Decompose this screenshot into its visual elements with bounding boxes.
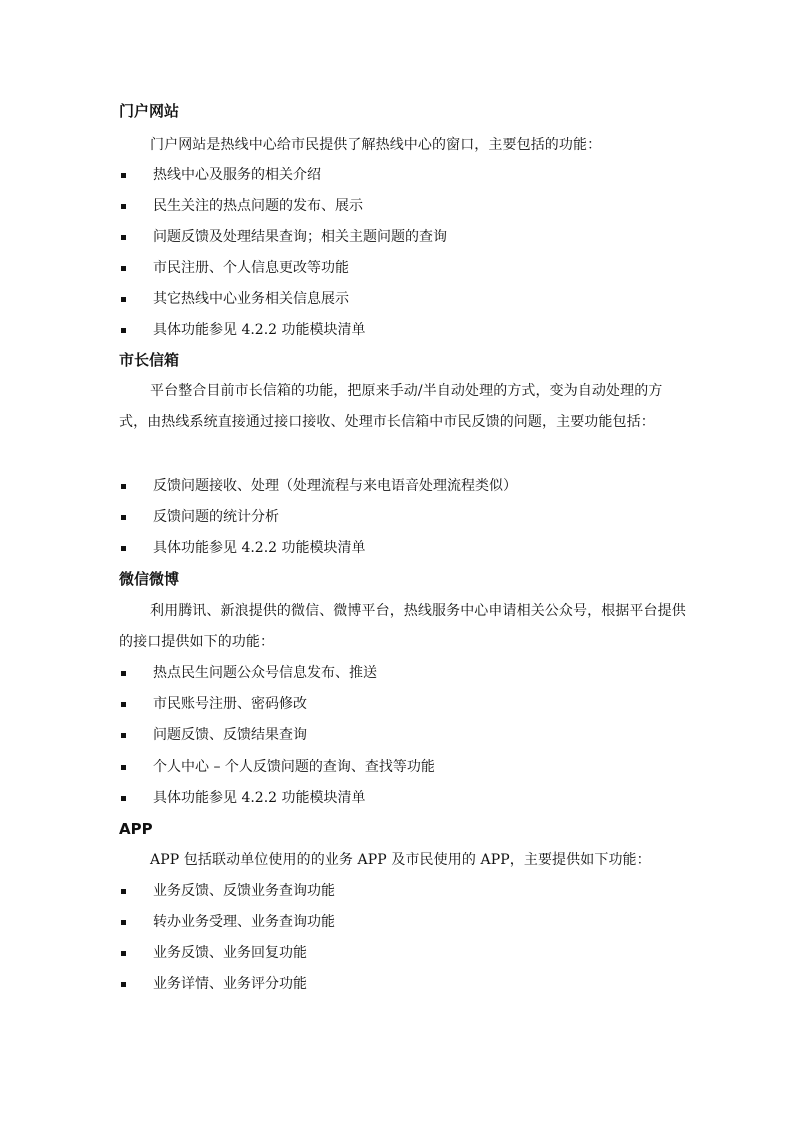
bullet-square-icon <box>121 266 126 271</box>
section-heading-app: APP <box>119 820 153 838</box>
bullet-square-icon <box>121 297 126 302</box>
list-item-text: 市民账号注册、密码修改 <box>153 696 307 712</box>
list-item <box>119 787 366 809</box>
section-heading-mayor-mailbox: 市长信箱 <box>119 351 180 369</box>
list-item <box>119 226 447 248</box>
bullet-square-icon <box>121 484 126 489</box>
list-item-text: 具体功能参见 4.2.2 功能模块清单 <box>153 790 366 806</box>
list-item-text: 具体功能参见 4.2.2 功能模块清单 <box>153 322 366 338</box>
list-item <box>119 537 366 559</box>
section-paragraph-wechat-weibo: 利用腾讯、新浪提供的微信、微博平台，热线服务中心申请相关公众号，根据平台提供的接口提供如下的功能： <box>119 603 686 650</box>
list-item-text: 业务反馈、业务回复功能 <box>153 945 307 961</box>
list-item-text: 转办业务受理、业务查询功能 <box>153 914 335 930</box>
bullet-square-icon <box>121 982 126 987</box>
bullet-square-icon <box>121 733 126 738</box>
list-item-text: 具体功能参见 4.2.2 功能模块清单 <box>153 540 366 556</box>
list-item <box>119 662 377 684</box>
list-item-text: 业务反馈、反馈业务查询功能 <box>153 883 335 899</box>
list-item-text: 反馈问题接收、处理（处理流程与来电语音处理流程类似） <box>153 478 517 494</box>
list-item <box>119 756 435 778</box>
bullet-square-icon <box>121 702 126 707</box>
list-item <box>119 475 517 497</box>
list-item <box>119 164 321 186</box>
bullet-square-icon <box>121 204 126 209</box>
list-item-text: 反馈问题的统计分析 <box>153 509 279 525</box>
list-item <box>119 973 307 995</box>
bullet-square-icon <box>121 328 126 333</box>
list-item <box>119 942 307 964</box>
bullet-square-icon <box>121 889 126 894</box>
list-item-text: 热线中心及服务的相关介绍 <box>153 167 321 183</box>
list-item <box>119 911 335 933</box>
section-heading-portal: 门户网站 <box>119 102 180 120</box>
list-item-text: 民生关注的热点问题的发布、展示 <box>153 198 363 214</box>
bullet-square-icon <box>121 671 126 676</box>
section-heading-wechat-weibo: 微信微博 <box>119 570 180 588</box>
bullet-square-icon <box>121 796 126 801</box>
list-item <box>119 506 279 528</box>
bullet-square-icon <box>121 546 126 551</box>
bullet-square-icon <box>121 920 126 925</box>
list-item-text: 问题反馈、反馈结果查询 <box>153 727 307 743</box>
list-item-text: 问题反馈及处理结果查询；相关主题问题的查询 <box>153 229 447 245</box>
list-item-text: 业务详情、业务评分功能 <box>153 976 307 992</box>
list-item <box>119 257 349 279</box>
section-paragraph-portal: 门户网站是热线中心给市民提供了解热线中心的窗口，主要包括的功能： <box>150 137 602 153</box>
list-item-text: 其它热线中心业务相关信息展示 <box>153 291 349 307</box>
list-item-text: 市民注册、个人信息更改等功能 <box>153 260 349 276</box>
bullet-square-icon <box>121 951 126 956</box>
list-item-text: 个人中心 – 个人反馈问题的查询、查找等功能 <box>153 759 435 775</box>
bullet-square-icon <box>121 765 126 770</box>
bullet-square-icon <box>121 235 126 240</box>
bullet-square-icon <box>121 173 126 178</box>
bullet-square-icon <box>121 515 126 520</box>
section-paragraph-app: APP 包括联动单位使用的的业务 APP 及市民使用的 APP，主要提供如下功能： <box>150 852 651 868</box>
list-item-text: 热点民生问题公众号信息发布、推送 <box>153 665 377 681</box>
section-paragraph-mayor-mailbox: 平台整合目前市长信箱的功能，把原来手动/半自动处理的方式，变为自动处理的方式，由热线系统直接通过接口接收、处理市长信箱中市民反馈的问题，主要功能包括： <box>119 383 663 430</box>
list-item <box>119 288 349 310</box>
list-item <box>119 319 366 341</box>
list-item <box>119 693 307 715</box>
list-item <box>119 880 335 902</box>
list-item <box>119 195 363 217</box>
list-item <box>119 724 307 746</box>
